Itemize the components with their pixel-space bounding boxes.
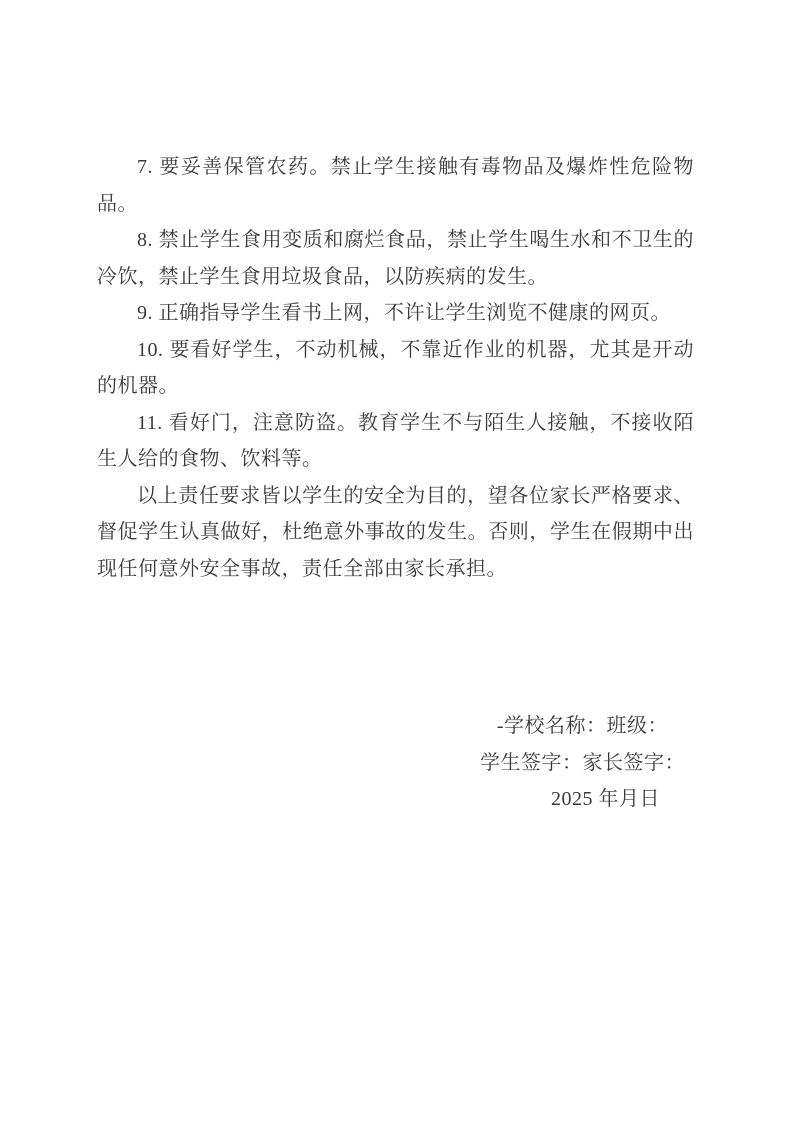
- signature-student-parent-line: 学生签字：家长签字：: [480, 751, 685, 774]
- document-content: [97, 149, 694, 818]
- paragraph-closing: 以上责任要求皆以学生的安全为目的，望各位家长严格要求、督促学生认真做好，杜绝意外事故的发生。否则，学生在假期中出现任何意外安全事故，责任全部由家长承担。: [97, 484, 694, 580]
- signature-block: [97, 708, 694, 818]
- paragraph-item-7: 7. 要妥善保管农药。禁止学生接触有毒物品及爆炸性危险物品。: [97, 156, 694, 215]
- paragraph-item-10: 10. 要看好学生，不动机械，不靠近作业的机器，尤其是开动的机器。: [97, 338, 694, 397]
- paragraph-item-9: 9. 正确指导学生看书上网，不许让学生浏览不健康的网页。: [137, 302, 671, 324]
- paragraph-item-11: 11. 看好门，注意防盗。教育学生不与陌生人接触，不接收陌生人给的食物、饮料等。: [97, 411, 694, 470]
- paragraph-item-8: 8. 禁止学生食用变质和腐烂食品，禁止学生喝生水和不卫生的冷饮，禁止学生食用垃圾食品，以防疾病的发生。: [97, 229, 694, 288]
- signature-date-line: 2025 年月日: [551, 788, 660, 810]
- signature-school-class-line: -学校名称：班级：: [496, 715, 668, 737]
